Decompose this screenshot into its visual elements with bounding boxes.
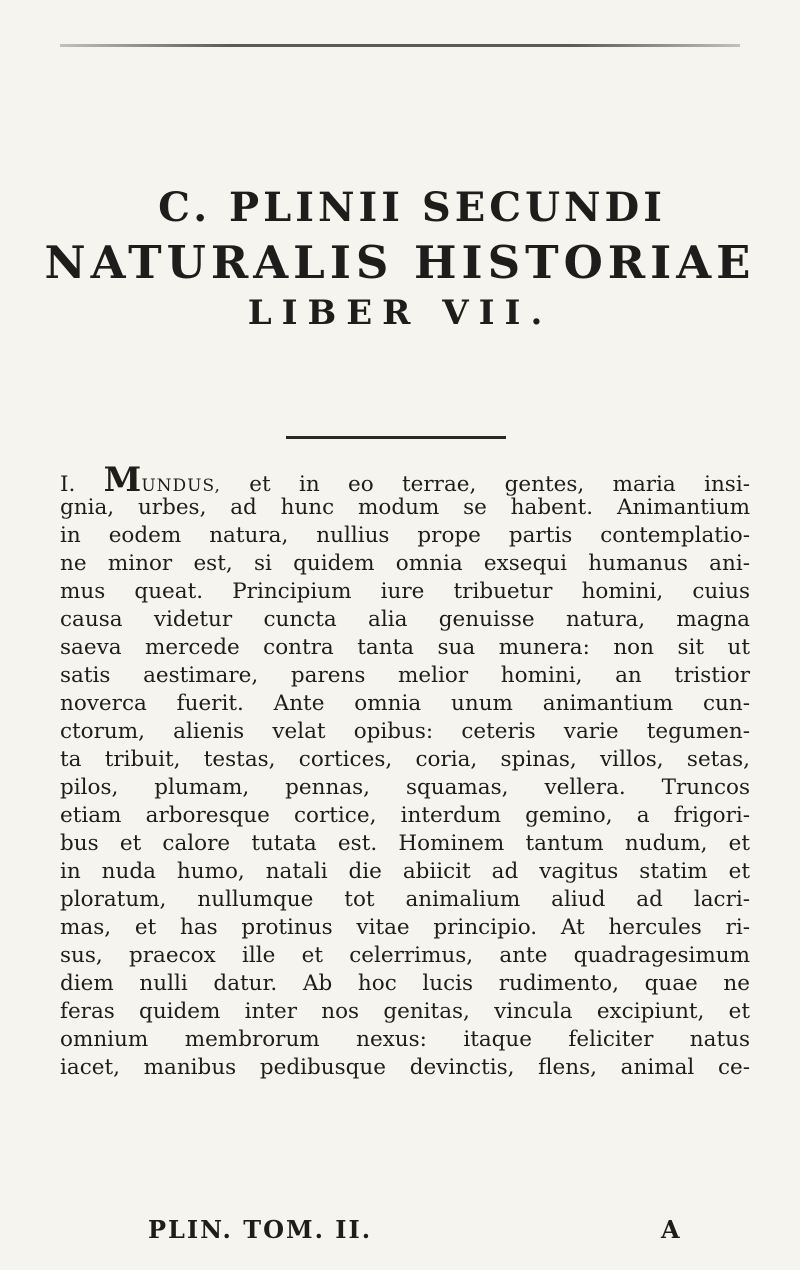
text-line: feras quidem inter nos genitas, vincula excipiunt, et	[60, 999, 750, 1024]
text-line: mus queat. Principium iure tribuetur homini, cuius	[60, 579, 750, 604]
text-line: ne minor est, si quidem omnia exsequi humanus ani-	[60, 551, 750, 576]
text-line: diem nulli datur. Ab hoc lucis rudimento, quae ne	[60, 971, 750, 996]
book-title: LIBER VII.	[247, 293, 553, 333]
drop-initial: M	[103, 460, 142, 500]
first-word-rest: UNDUS,	[141, 476, 221, 496]
body-text	[60, 460, 750, 1082]
text-line: ta tribuit, testas, cortices, coria, spinas, villos, setas,	[60, 747, 750, 772]
work-title: NATURALIS HISTORIAE	[44, 236, 756, 289]
title-rule	[286, 436, 506, 439]
top-rule	[60, 44, 740, 47]
text-line: mas, et has protinus vitae principio. At hercules ri-	[60, 915, 750, 940]
text-line: ploratum, nullumque tot animalium aliud ad lacri-	[60, 887, 750, 912]
author-title: C. PLINII SECUNDI	[158, 184, 666, 231]
signature-mark: PLIN. TOM. II.	[148, 1215, 373, 1244]
first-line	[60, 460, 750, 500]
section-number: I.	[60, 472, 76, 497]
gathering-mark: A	[661, 1215, 680, 1244]
text-line: gnia, urbes, ad hunc modum se habent. Animantium	[60, 495, 750, 520]
text-line: pilos, plumam, pennas, squamas, vellera. Truncos	[60, 775, 750, 800]
text-line: iacet, manibus pedibusque devinctis, flens, animal ce-	[60, 1055, 750, 1080]
text-line: in eodem natura, nullius prope partis contemplatio-	[60, 523, 750, 548]
text-line: omnium membrorum nexus: itaque feliciter natus	[60, 1027, 750, 1052]
text-line: ctorum, alienis velat opibus: ceteris varie tegumen-	[60, 719, 750, 744]
text-line: causa videtur cuncta alia genuisse natura, magna	[60, 607, 750, 632]
text-line: satis aestimare, parens melior homini, an tristior	[60, 663, 750, 688]
text-line: saeva mercede contra tanta sua munera: non sit ut	[60, 635, 750, 660]
text-line: in nuda humo, natali die abiicit ad vagitus statim et	[60, 859, 750, 884]
text-line: sus, praecox ille et celerrimus, ante quadragesimum	[60, 943, 750, 968]
first-line-rest: et in eo terrae, gentes, maria insi-	[249, 472, 750, 497]
text-line: bus et calore tutata est. Hominem tantum nudum, et	[60, 831, 750, 856]
text-line: etiam arboresque cortice, interdum gemino, a frigori-	[60, 803, 750, 828]
text-line: noverca fuerit. Ante omnia unum animantium cun-	[60, 691, 750, 716]
